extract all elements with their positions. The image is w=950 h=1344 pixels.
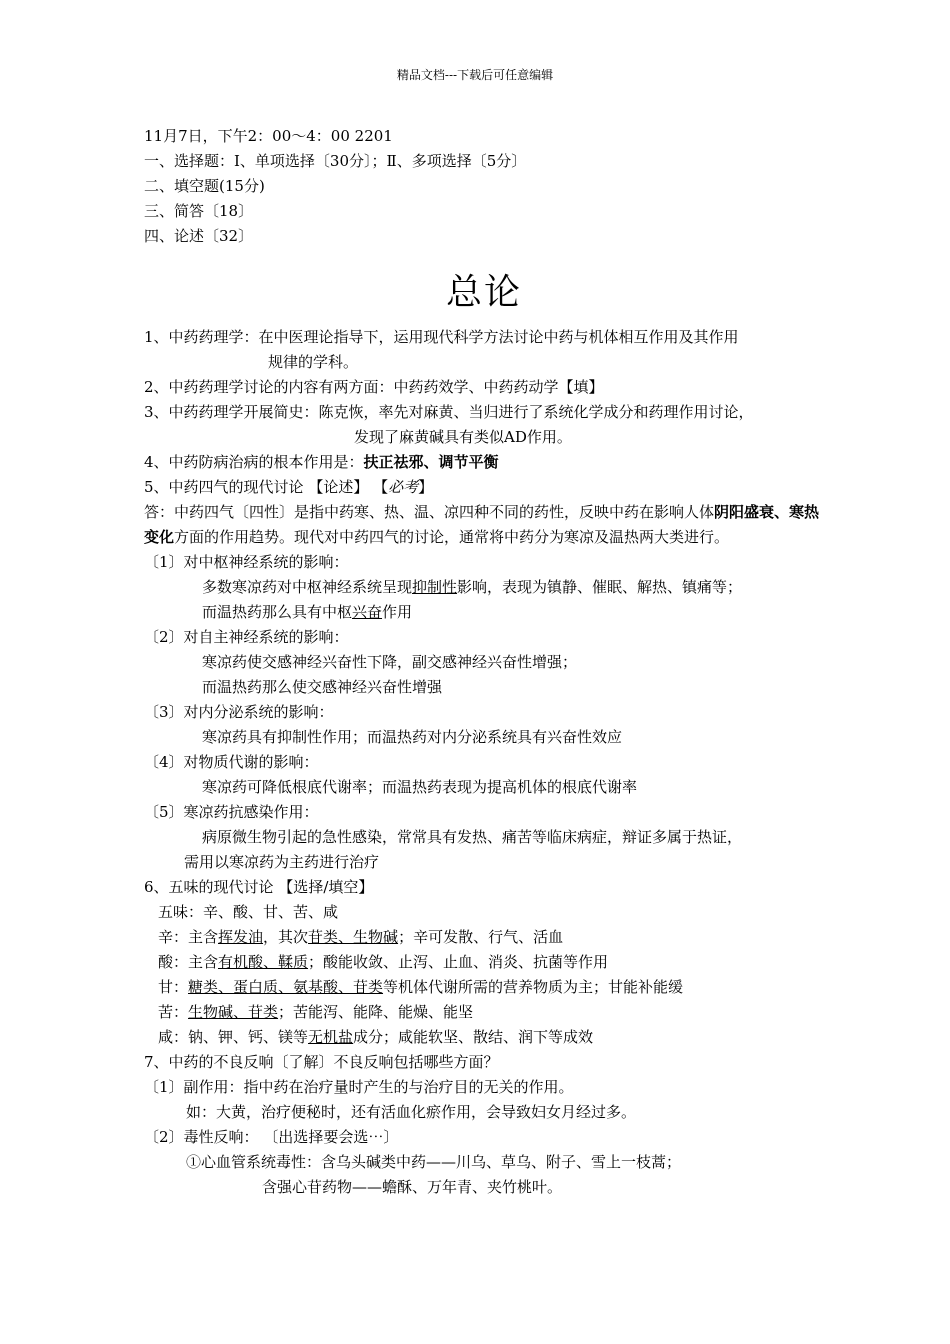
item-1: 1、中药药理学：在中医理论指导下，运用现代科学方法讨论中药与机体相互作用及其作用: [144, 328, 739, 346]
text: 作用: [382, 603, 413, 621]
item-5-italic: 必考: [388, 478, 419, 496]
underline: 挥发油: [218, 928, 264, 946]
answer-paragraph: [144, 500, 824, 550]
point-3-title: 〔3〕对内分泌系统的影响：: [144, 703, 334, 721]
text: 酸：主含: [158, 953, 219, 971]
reaction-2-title: 〔2〕毒性反响： 〔出选择要会选⋯〕: [144, 1128, 399, 1146]
point-1-b: [144, 600, 824, 625]
exam-part-1: 一、选择题：Ⅰ、单项选择〔30分〕；Ⅱ、多项选择〔5分〕: [144, 152, 527, 170]
wuwei-suan: [144, 950, 824, 975]
point-3-a: 寒凉药具有抑制性作用；而温热药对内分泌系统具有兴奋性效应: [202, 728, 623, 746]
underline: 生物碱、苷类: [188, 1003, 279, 1021]
point-4-a: 寒凉药可降低根底代谢率；而温热药表现为提高机体的根底代谢率: [202, 778, 638, 796]
text: 成分；咸能软坚、散结、润下等成效: [353, 1028, 594, 1046]
point-2-a: 寒凉药使交感神经兴奋性下降，副交感神经兴奋性增强；: [202, 653, 578, 671]
exam-time: 11月7日，下午2：00～4：00 2201: [144, 127, 393, 145]
answer-bold: 阴阳盛衰、寒热变化: [144, 503, 820, 546]
wuwei-xin: [144, 925, 824, 950]
underline: 苷类、生物碱: [308, 928, 399, 946]
point-5-b: 需用以寒凉药为主药进行治疗: [184, 853, 380, 871]
item-2: 2、中药药理学讨论的内容有两方面：中药药效学、中药药动学【填】: [144, 378, 604, 396]
point-5-title: 〔5〕寒凉药抗感染作用：: [144, 803, 319, 821]
item-5-text: 5、中药四气的现代讨论 【论述】 【: [144, 478, 389, 496]
underline: 兴奋: [352, 603, 383, 621]
point-2-title: 〔2〕对自主神经系统的影响：: [144, 628, 349, 646]
underline: 有机酸、鞣质: [218, 953, 309, 971]
text: ，其次: [263, 928, 309, 946]
exam-part-3: 三、简答〔18〕: [144, 202, 254, 220]
text: 苦：: [158, 1003, 189, 1021]
text: 甘：: [158, 978, 189, 996]
underline: 无机盐: [308, 1028, 354, 1046]
reaction-1-title: 〔1〕副作用：指中药在治疗量时产生的与治疗目的无关的作用。: [144, 1078, 574, 1096]
item-5-close: 】: [418, 478, 434, 496]
exam-part-4: 四、论述〔32〕: [144, 227, 254, 245]
point-1-title: 〔1〕对中枢神经系统的影响：: [144, 553, 349, 571]
point-5-a: 病原微生物引起的急性感染，常常具有发热、痛苦等临床病症，辩证多属于热证，: [202, 828, 743, 846]
section-title: 总论: [445, 272, 522, 313]
reaction-2-a: ①心血管系统毒性：含乌头碱类中药——川乌、草乌、附子、雪上一枝蒿；: [186, 1153, 682, 1171]
item-1-cont: 规律的学科。: [268, 353, 359, 371]
underline: 抑制性: [412, 578, 458, 596]
text: ；辛可发散、行气、活血: [398, 928, 564, 946]
reaction-1-example: 如：大黄，治疗便秘时，还有活血化瘀作用，会导致妇女月经过多。: [186, 1103, 637, 1121]
wuwei-xian: [144, 1025, 824, 1050]
wuwei-intro: 五味：辛、酸、甘、苦、咸: [158, 903, 339, 921]
text: 而温热药那么具有中枢: [202, 603, 353, 621]
point-2-b: 而温热药那么使交感神经兴奋性增强: [202, 678, 443, 696]
item-3: 3、中药药理学开展简史：陈克恢，率先对麻黄、当归进行了系统化学成分和药理作用讨论，: [144, 403, 754, 421]
text: 辛：主含: [158, 928, 219, 946]
reaction-2-b: 含强心苷药物——蟾酥、万年青、夹竹桃叶。: [262, 1178, 563, 1196]
exam-part-2: 二、填空题(15分): [144, 177, 265, 195]
answer-text: 答：中药四气〔四性〕是指中药寒、热、温、凉四种不同的药性，反映中药在影响人体: [144, 503, 715, 521]
wuwei-ku: [144, 1000, 824, 1025]
wuwei-gan: [144, 975, 824, 1000]
point-4-title: 〔4〕对物质代谢的影响：: [144, 753, 319, 771]
item-4-bold: 扶正祛邪、调节平衡: [363, 453, 499, 471]
text: 咸：钠、钾、钙、镁等: [158, 1028, 309, 1046]
page-header: 精品文档---下载后可任意编辑: [396, 68, 554, 82]
text: 影响，表现为镇静、催眠、解热、镇痛等；: [457, 578, 743, 596]
text: ；苦能泻、能降、能燥、能坚: [278, 1003, 474, 1021]
text: 等机体代谢所需的营养物质为主；甘能补能缓: [383, 978, 684, 996]
item-3-cont: 发现了麻黄碱具有类似AD作用。: [354, 428, 572, 446]
item-5: [144, 475, 824, 500]
answer-text-2: 方面的作用趋势。现代对中药四气的讨论，通常将中药分为寒凉及温热两大类进行。: [174, 528, 730, 546]
document-body: [144, 124, 824, 1200]
underline: 糖类、蛋白质、氨基酸、苷类: [188, 978, 384, 996]
item-7: 7、中药的不良反响〔了解〕不良反响包括哪些方面？: [144, 1053, 499, 1071]
item-4: [144, 450, 824, 475]
item-6: 6、五味的现代讨论 【选择/填空】: [144, 878, 374, 896]
point-1-a: [144, 575, 824, 600]
text: ；酸能收敛、止泻、止血、消炎、抗菌等作用: [308, 953, 609, 971]
item-4-text: 4、中药防病治病的根本作用是：: [144, 453, 364, 471]
text: 多数寒凉药对中枢神经系统呈现: [202, 578, 413, 596]
